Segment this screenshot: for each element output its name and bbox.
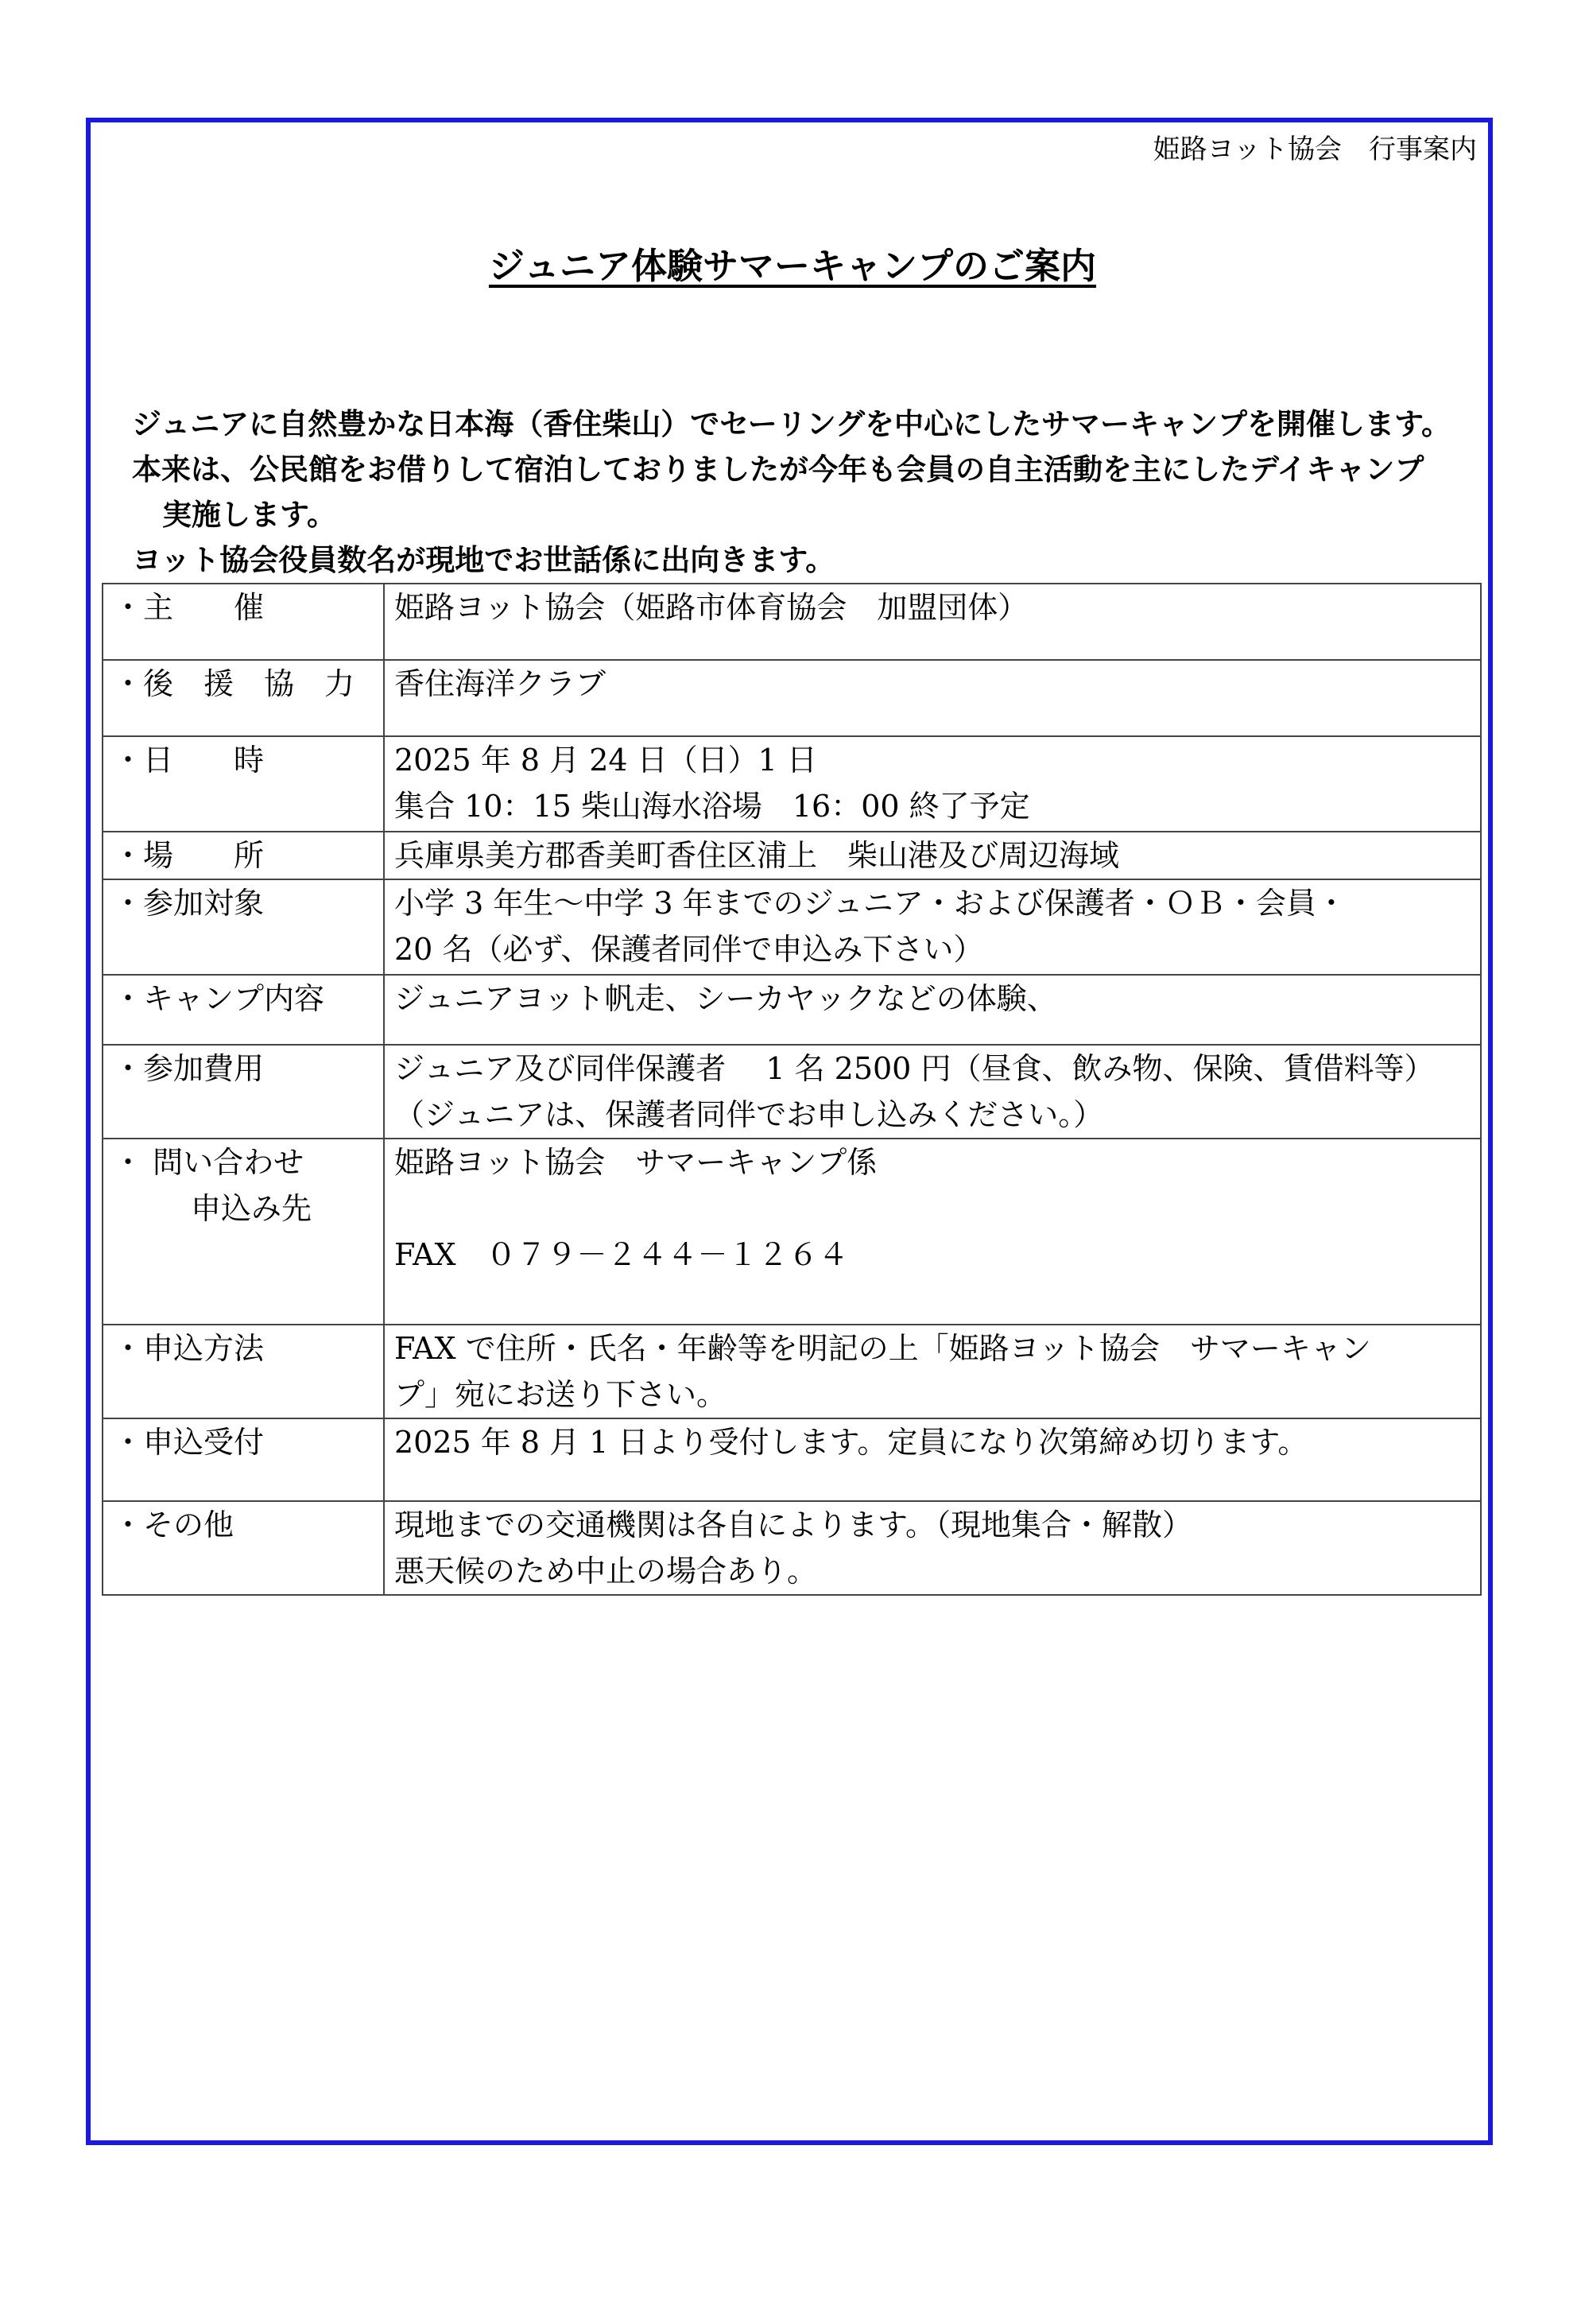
row-value: ジュニア及び同伴保護者 1 名 2500 円（昼食、飲み物、保険、賃借料等） （ジュニアは、保護者同伴でお申し込みください。） [384, 1045, 1481, 1139]
row-label: ・場 所 [103, 832, 384, 879]
row-value: 2025 年 8 月 1 日より受付します。定員になり次第締め切ります。 [384, 1418, 1481, 1501]
row-value: 香住海洋クラブ [384, 660, 1481, 736]
row-label: ・ 問い合わせ 申込み先 [103, 1139, 384, 1325]
table-row [103, 1045, 1481, 1139]
row-label: ・申込受付 [103, 1418, 384, 1501]
row-label: ・主 催 [103, 584, 384, 660]
fax-number: FAX ０７９－２４４－１２６４ [394, 1237, 849, 1272]
row-label: ・日 時 [103, 736, 384, 832]
row-label: ・その他 [103, 1501, 384, 1595]
event-info-table [102, 583, 1482, 1596]
table-row [103, 660, 1481, 736]
row-value: FAX で住所・氏名・年齢等を明記の上「姫路ヨット協会 サマーキャン プ」宛にお送り下さい。 [384, 1325, 1481, 1418]
table-row [103, 736, 1481, 832]
row-value: 小学 3 年生～中学 3 年までのジュニア・および保護者・ＯＢ・会員・ 20 名（必ず、保護者同伴で申込み下さい） [384, 879, 1481, 975]
row-value: 2025 年 8 月 24 日（日）1 日 集合 10：15 柴山海水浴場 16：00 終了予定 [384, 736, 1481, 832]
table-row [103, 1139, 1481, 1325]
row-value: 兵庫県美方郡香美町香住区浦上 柴山港及び周辺海域 [384, 832, 1481, 879]
row-value: 姫路ヨット協会（姫路市体育協会 加盟団体） [384, 584, 1481, 660]
row-value: 姫路ヨット協会 サマーキャンプ係 FAX ０７９－２４４－１２６４ [384, 1139, 1481, 1325]
row-label: ・後 援 協 力 [103, 660, 384, 736]
table-row [103, 832, 1481, 879]
intro-line: ヨット協会役員数名が現地でお世話係に出向きます。 [132, 543, 835, 577]
intro-line: ジュニアに自然豊かな日本海（香住柴山）でセーリングを中心にしたサマーキャンプを開催します。 [132, 407, 1451, 441]
table-row [103, 1501, 1481, 1595]
table-row [103, 879, 1481, 975]
table-row [103, 584, 1481, 660]
intro-paragraph [132, 402, 1483, 583]
table-row [103, 1418, 1481, 1501]
row-label: ・参加対象 [103, 879, 384, 975]
intro-line: 実施します。 [162, 498, 337, 532]
table-row [103, 975, 1481, 1045]
table-row [103, 1325, 1481, 1418]
header-note: 姫路ヨット協会 行事案内 [1153, 134, 1477, 165]
page-title: ジュニア体験サマーキャンプのご案内 [488, 245, 1097, 287]
row-label: ・申込方法 [103, 1325, 384, 1418]
row-value: 現地までの交通機関は各自によります。（現地集合・解散） 悪天候のため中止の場合あり。 [384, 1501, 1481, 1595]
row-label: ・参加費用 [103, 1045, 384, 1139]
intro-line: 本来は、公民館をお借りして宿泊しておりましたが今年も会員の自主活動を主にしたデイキャンプ [132, 452, 1424, 487]
row-label: ・キャンプ内容 [103, 975, 384, 1045]
row-value: ジュニアヨット帆走、シーカヤックなどの体験、 [384, 975, 1481, 1045]
